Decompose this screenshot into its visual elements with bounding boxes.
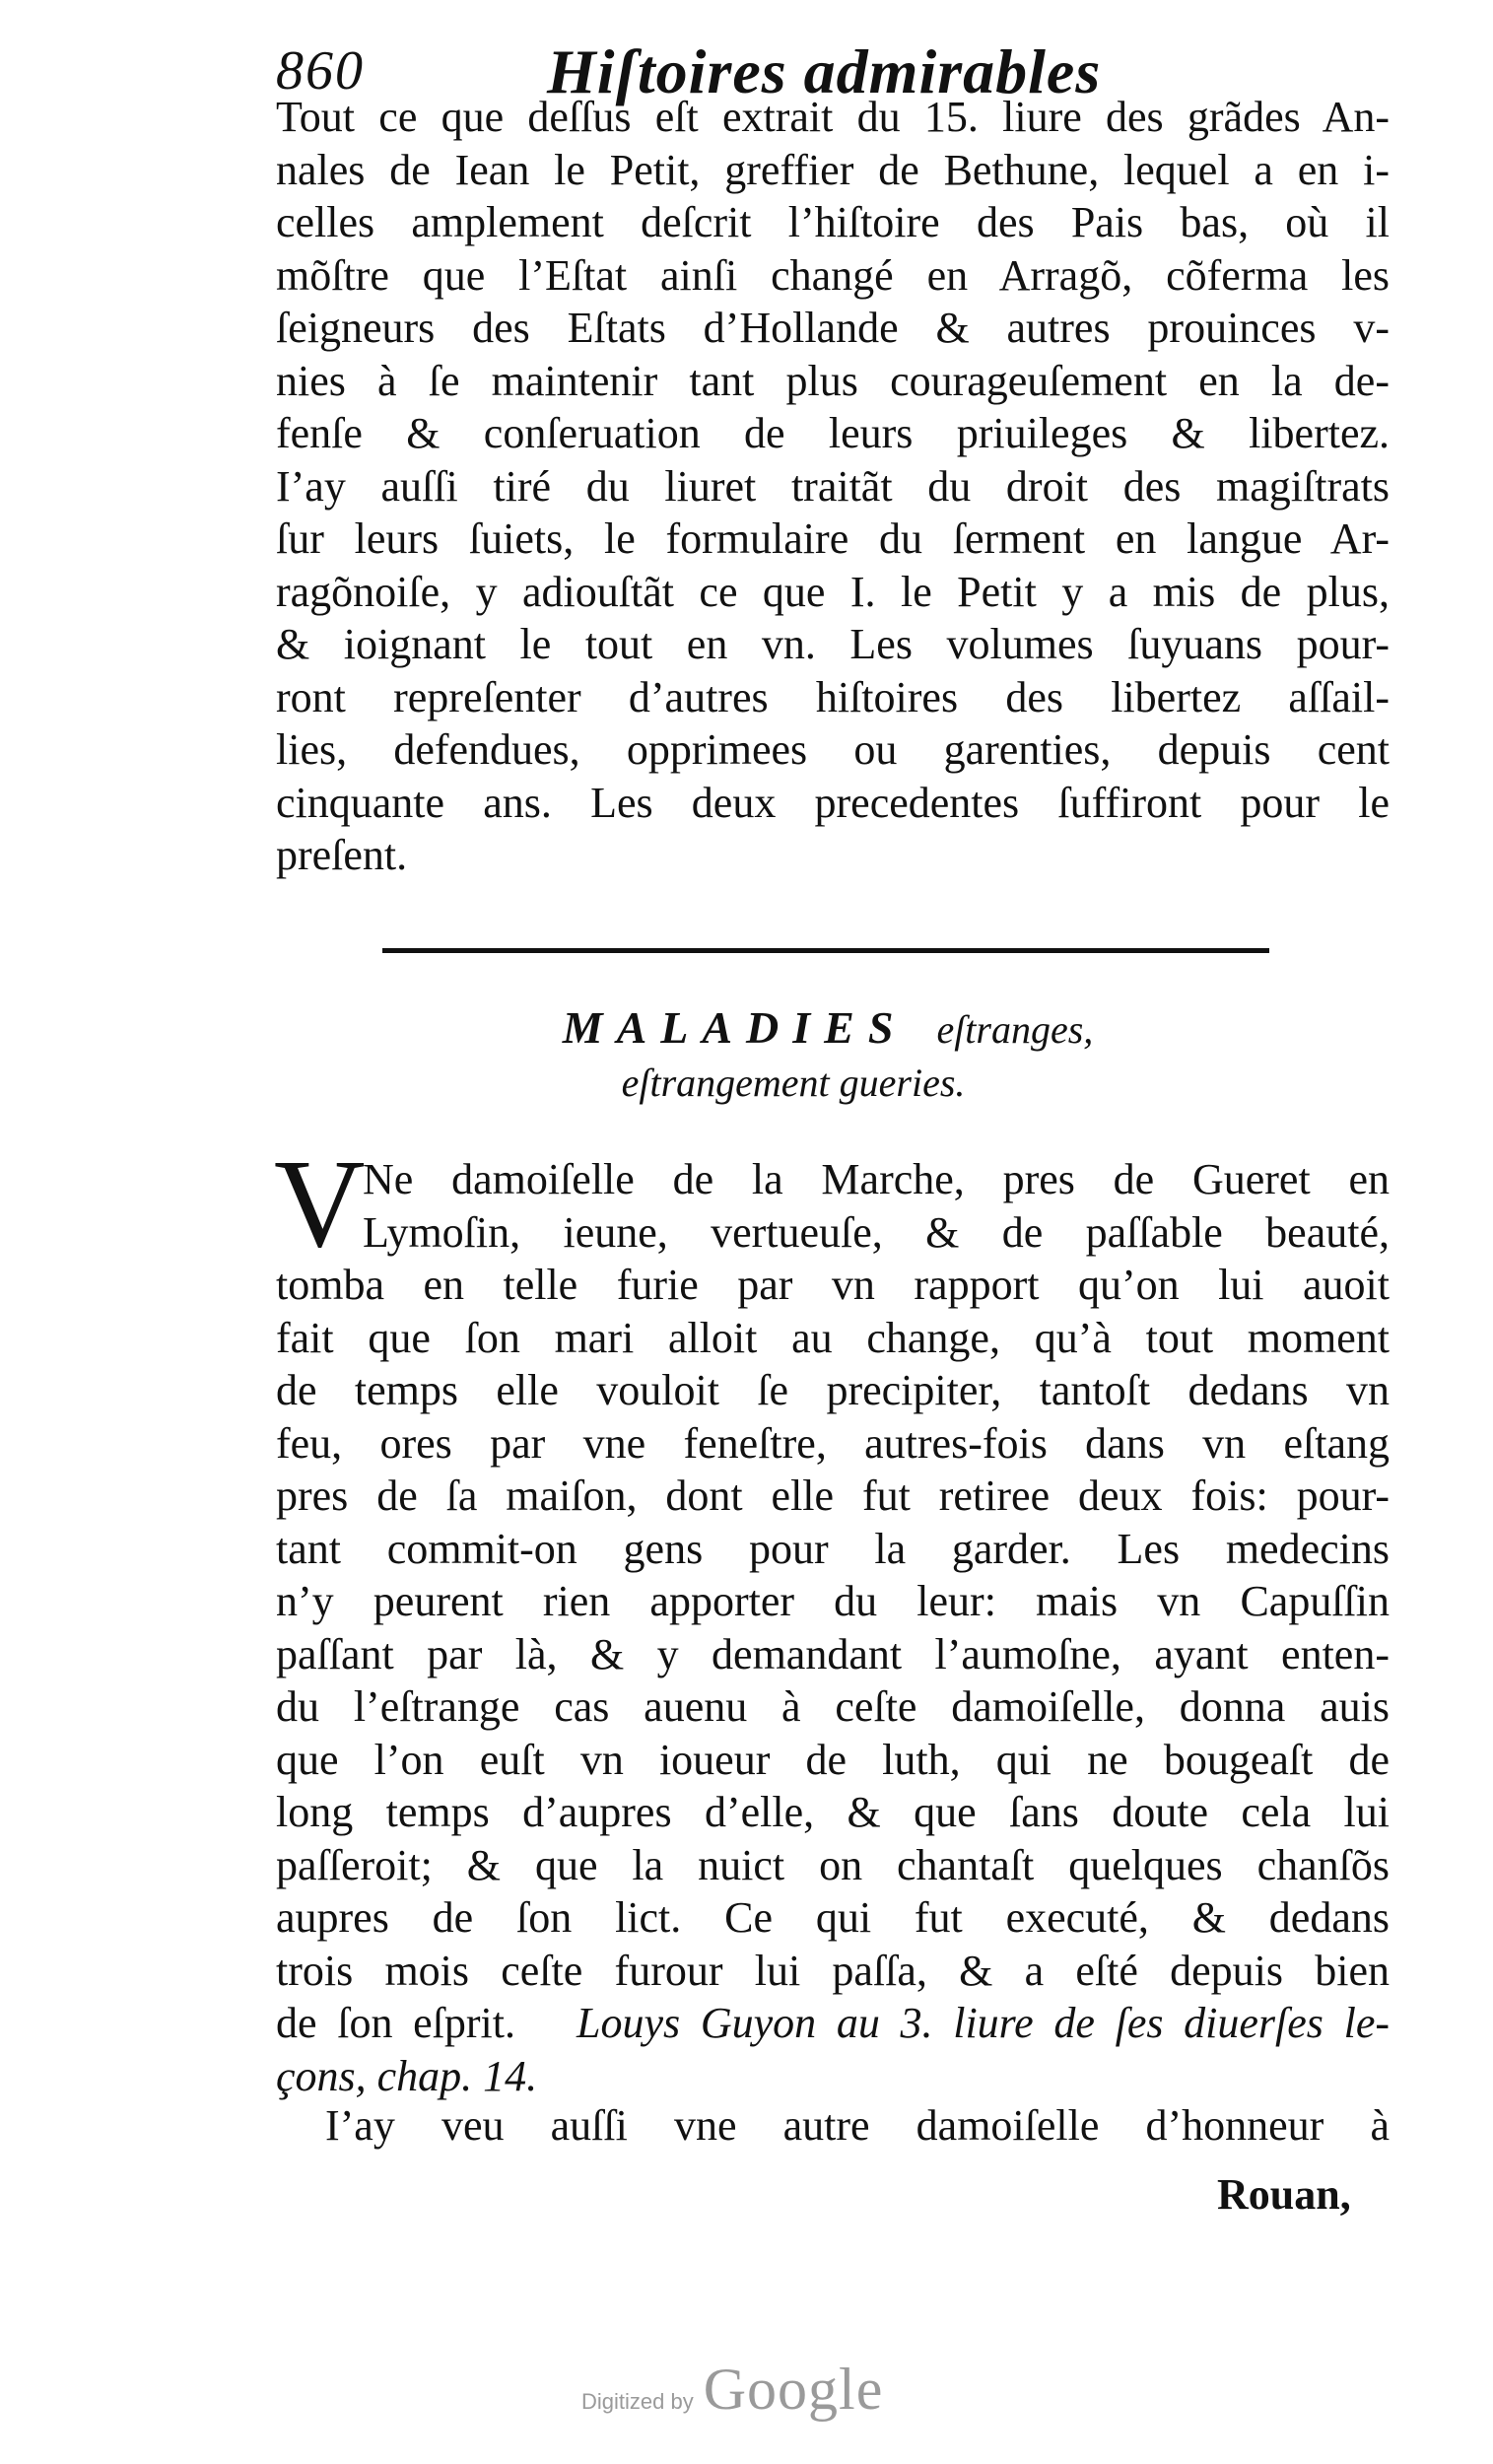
- text-line: preſent.: [276, 831, 408, 879]
- text-line: nies à ſe maintenir tant plus courageuſement en la de-: [276, 356, 1390, 405]
- text-fragment: de ſon eſprit.: [276, 1999, 515, 2047]
- citation: Louys Guyon au 3. liure de ſes diuerſes le-: [577, 1999, 1391, 2047]
- text-line: que l’on euſt vn ioueur de luth, qui ne bougeaſt de: [276, 1735, 1390, 1784]
- text-line: ront repreſenter d’autres hiſtoires des libertez aſſail-: [276, 672, 1390, 721]
- running-title: Hiſtoires admirables: [547, 36, 1102, 106]
- section-title-rest: eſtranges,: [936, 1007, 1094, 1052]
- text-line: lies, defendues, opprimees ou garenties, depuis cent: [276, 725, 1390, 774]
- section-title-line-2: eſtrangement gueries.: [621, 1061, 966, 1105]
- section-title-line-1: [374, 1000, 1281, 1058]
- text-line: Ne damoiſelle de la Marche, pres de Gueret en: [363, 1155, 1390, 1203]
- text-line: ſur leurs ſuiets, le formulaire du ſerment en langue Ar-: [276, 514, 1390, 563]
- text-line: long temps d’aupres d’elle, & que ſans doute cela lui: [276, 1788, 1390, 1836]
- digitization-watermark: [581, 2356, 883, 2424]
- text-line: Lymoſin, ieune, vertueuſe, & de paſſable beauté,: [363, 1207, 1390, 1257]
- watermark-caption: Digitized by: [581, 2389, 694, 2414]
- paragraph-continuation: [276, 91, 1390, 882]
- text-line: celles amplement deſcrit l’hiſtoire des Pais bas, où il: [276, 198, 1390, 246]
- drop-cap: V: [274, 1133, 366, 1273]
- section-title: [374, 1000, 1281, 1109]
- text-line: I’ay veu auſſi vne autre damoiſelle d’honneur à: [325, 2101, 1390, 2150]
- text-line: aupres de ſon lict. Ce qui fut executé, & dedans: [276, 1893, 1390, 1942]
- citation-line: çons, chap. 14.: [276, 2051, 538, 2100]
- text-line: & ioignant le tout en vn. Les volumes ſuyuans pour-: [276, 620, 1390, 668]
- text-line: fait que ſon mari alloit au change, qu’à tout moment: [276, 1313, 1390, 1362]
- paragraph-next: [276, 2099, 1390, 2153]
- google-logo: Google: [703, 2357, 884, 2422]
- section-title-caps: MALADIES: [562, 1002, 908, 1053]
- paragraph-maladies: [276, 1153, 1390, 2102]
- page-number: 860: [276, 40, 365, 102]
- text-line: paſſeroit; & que la nuict on chantaſt quelques chanſõs: [276, 1840, 1390, 1889]
- text-line: feu, ores par vne feneſtre, autres-fois dans vn eſtang: [276, 1418, 1390, 1468]
- text-line: Tout ce que deſſus eſt extrait du 15. liure des grãdes An-: [276, 93, 1390, 141]
- catchword: Rouan,: [1217, 2170, 1351, 2219]
- text-line: nales de Iean le Petit, greffier de Bethune, lequel a en i-: [276, 145, 1390, 194]
- text-line: cinquante ans. Les deux precedentes ſuffiront pour le: [276, 778, 1390, 827]
- text-line: [276, 1997, 1390, 2050]
- section-divider: [382, 948, 1269, 953]
- text-line: ragõnoiſe, y adiouſtãt ce que I. le Petit y a mis de plus,: [276, 567, 1390, 616]
- text-line: I’ay auſſi tiré du liuret traitãt du droit des magiſtrats: [276, 461, 1390, 511]
- text-line: trois mois ceſte furour lui paſſa, & a eſté depuis bien: [276, 1946, 1390, 1995]
- text-line: paſſant par là, & y demandant l’aumoſne, ayant enten-: [276, 1629, 1390, 1678]
- text-line: pres de ſa maiſon, dont elle fut retiree deux fois: pour-: [276, 1472, 1390, 1520]
- text-line: fenſe & conſeruation de leurs priuileges & libertez.: [276, 409, 1390, 457]
- text-line: tant commit-on gens pour la garder. Les medecins: [276, 1524, 1390, 1573]
- text-line: n’y peurent rien apporter du leur: mais vn Capuſſin: [276, 1577, 1390, 1625]
- text-line: du l’eſtrange cas auenu à ceſte damoiſelle, donna auis: [276, 1682, 1390, 1731]
- text-line: mõſtre que l’Eſtat ainſi changé en Arragõ, cõferma les: [276, 250, 1390, 300]
- text-line: tomba en telle furie par vn rapport qu’on lui auoit: [276, 1261, 1390, 1309]
- text-line: ſeigneurs des Eſtats d’Hollande & autres prouinces v-: [276, 304, 1390, 352]
- text-line: de temps elle vouloit ſe precipiter, tantoſt dedans vn: [276, 1366, 1390, 1414]
